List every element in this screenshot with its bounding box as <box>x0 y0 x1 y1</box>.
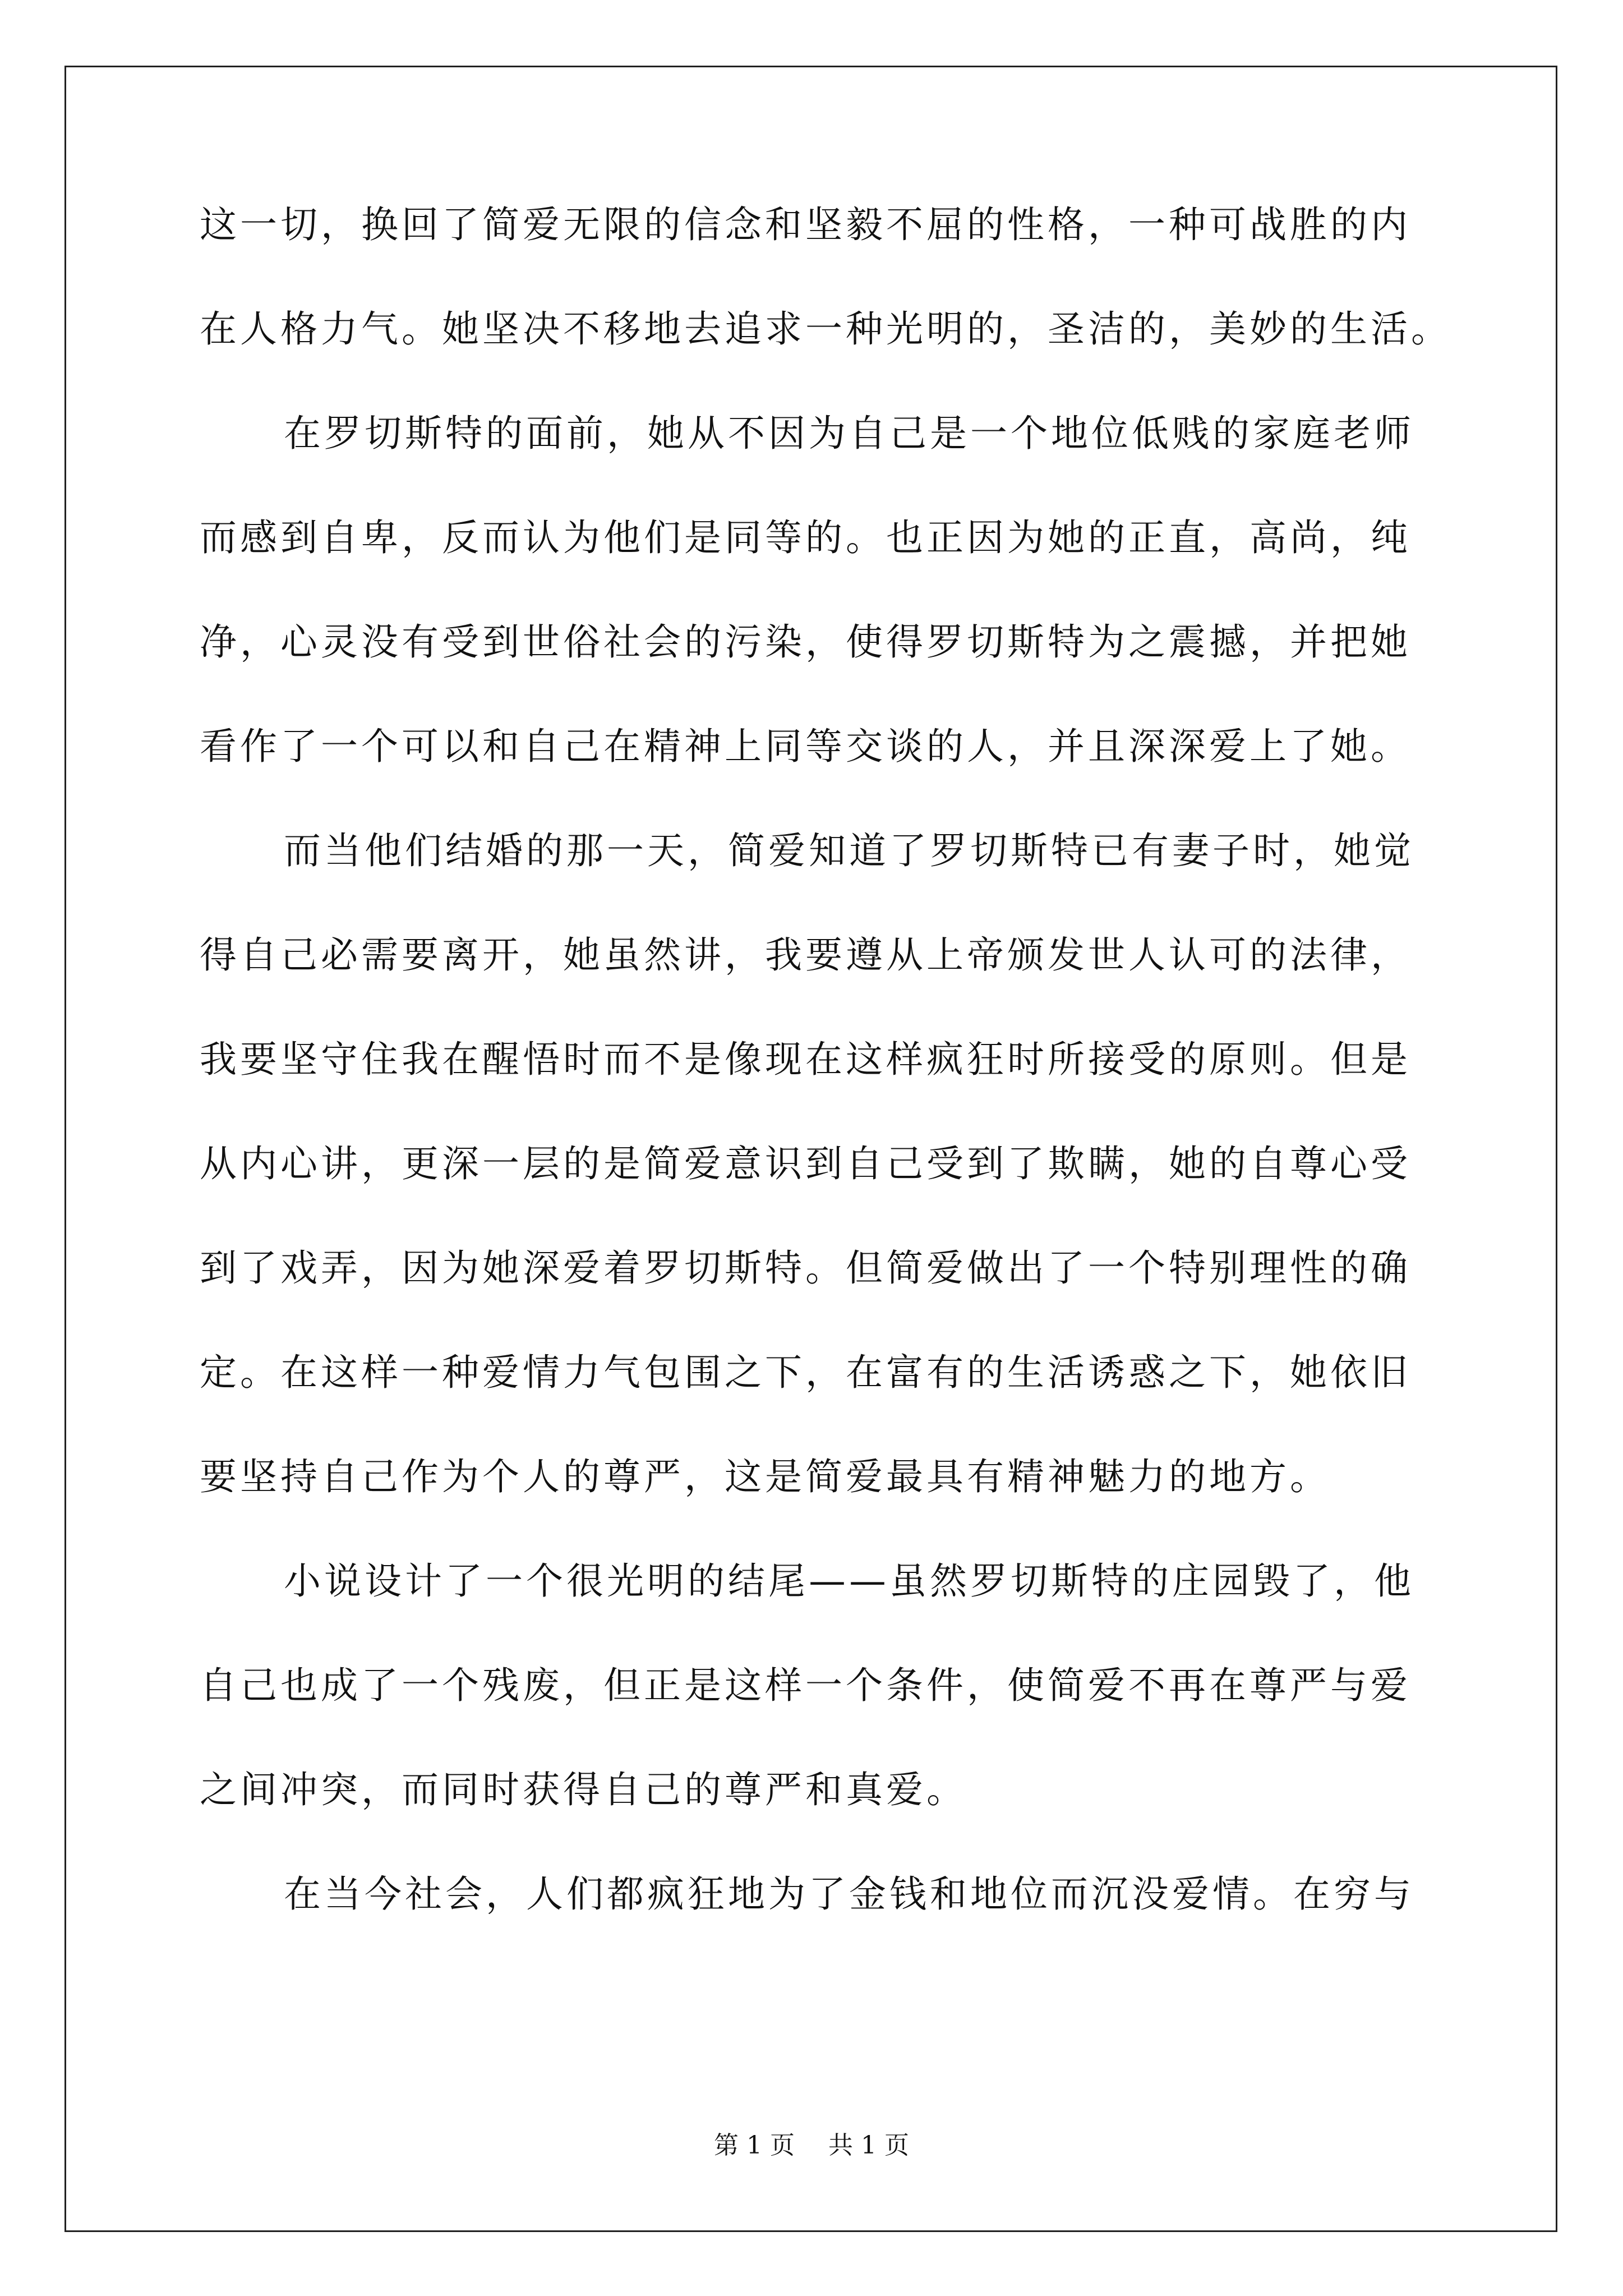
document-body <box>200 203 1456 1947</box>
text-line: 得自己必需要离开，她虽然讲，我要遵从上帝颁发世人认可的法律， <box>200 933 1411 977</box>
text-line: 从内心讲，更深一层的是简爱意识到自己受到了欺瞒，她的自尊心受 <box>200 1142 1411 1185</box>
text-line: 之间冲突，而同时获得自己的尊严和真爱。 <box>200 1768 967 1811</box>
text-line: 而感到自卑，反而认为他们是同等的。也正因为她的正直，高尚，纯 <box>200 516 1411 559</box>
page-number: 第 1 页 <box>714 2131 795 2160</box>
paragraph-start-line: 小说设计了一个很光明的结尾——虽然罗切斯特的庄园毁了，他 <box>284 1559 1414 1603</box>
paragraph-start-line: 在当今社会，人们都疯狂地为了金钱和地位而沉没爱情。在穷与 <box>284 1872 1414 1916</box>
text-line: 净，心灵没有受到世俗社会的污染，使得罗切斯特为之震撼，并把她 <box>200 620 1411 664</box>
text-line: 看作了一个可以和自己在精神上同等交谈的人，并且深深爱上了她。 <box>200 725 1411 768</box>
text-line: 这一切，换回了简爱无限的信念和坚毅不屈的性格，一种可战胜的内 <box>200 203 1411 246</box>
page-total: 共 1 页 <box>828 2131 909 2160</box>
text-line: 要坚持自己作为个人的尊严，这是简爱最具有精神魅力的地方。 <box>200 1455 1330 1498</box>
paragraph-start-line: 在罗切斯特的面前，她从不因为自己是一个地位低贱的家庭老师 <box>284 412 1414 455</box>
text-line: 自己也成了一个残废，但正是这样一个条件，使简爱不再在尊严与爱 <box>200 1664 1411 1707</box>
text-line: 在人格力气。她坚决不移地去追求一种光明的，圣洁的，美妙的生活。 <box>200 307 1451 351</box>
text-line: 我要坚守住我在醒悟时而不是像现在这样疯狂时所接受的原则。但是 <box>200 1038 1411 1081</box>
paragraph-start-line: 而当他们结婚的那一天，简爱知道了罗切斯特已有妻子时，她觉 <box>284 829 1414 872</box>
page-footer <box>0 2125 1623 2161</box>
text-line: 到了戏弄，因为她深爱着罗切斯特。但简爱做出了一个特别理性的确 <box>200 1246 1411 1290</box>
text-line: 定。在这样一种爱情力气包围之下，在富有的生活诱惑之下，她依旧 <box>200 1351 1411 1394</box>
